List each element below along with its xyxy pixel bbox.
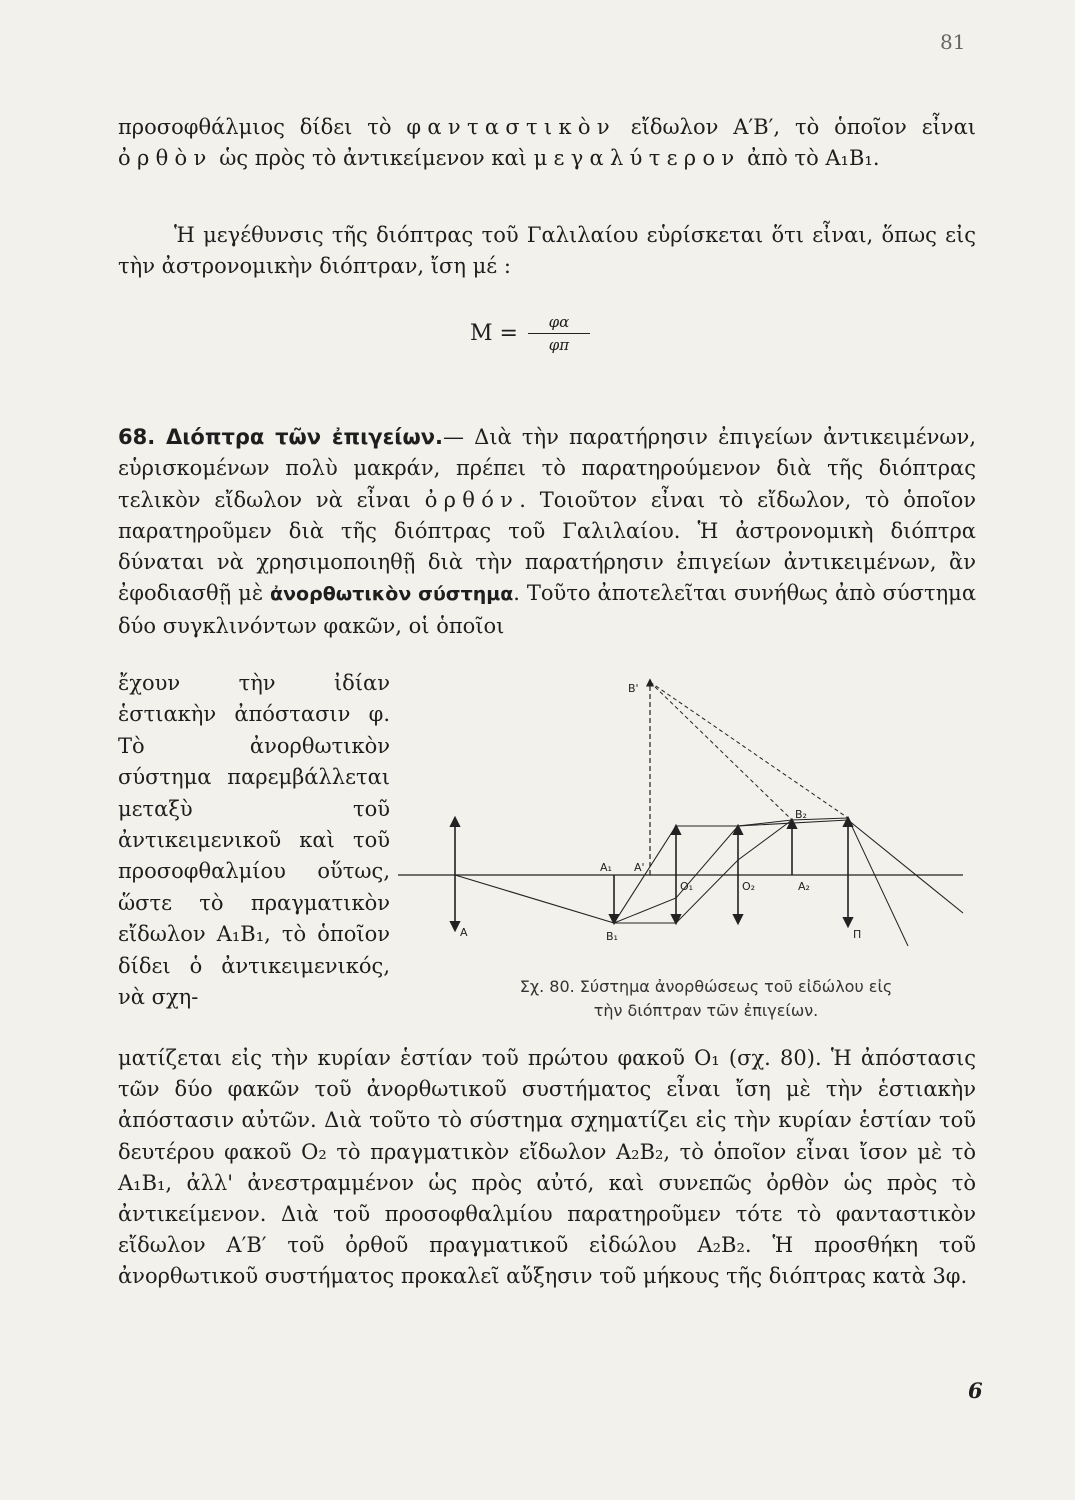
ray-1 <box>455 820 963 923</box>
p1-text-a: προσοφθάλμιος δίδει τὸ <box>118 115 407 139</box>
magnification-formula <box>470 312 590 355</box>
paragraph-4: ματίζεται εἰς τὴν κυρίαν ἑστίαν τοῦ πρώτου φακοῦ O₁ (σχ. 80). Ἡ ἀπόστασις τῶν δύο φακῶν τοῦ ἀνορθωτικοῦ συστήματος εἶναι ἴση μὲ τὴν ἑστιακὴν ἀπόστασιν αὐτῶν. Διὰ τοῦτο τὸ σύστημα σχηματίζει εἰς τὴν κυρίαν ἑστίαν τοῦ δευτέρου φακοῦ O₂ τὸ πραγματικὸν εἴδωλον A₂B₂, τὸ ὁποῖον εἶναι ἴσον μὲ τὸ A₁B₁, ἀλλ' ἀνεστραμμένον ὡς πρὸς αὐτό, καὶ συνεπῶς ὀρθὸν ὡς πρὸς τὸ ἀντικείμενον. Διὰ τοῦ προσοφθαλμίου παρατηροῦμεν τότε τὸ φανταστικὸν εἴδωλον A′B′ τοῦ ὀρθοῦ πραγματικοῦ εἰδώλου A₂B₂. Ἡ προσθήκη τοῦ ἀνορθωτικοῦ συστήματος προκαλεῖ αὔξησιν τοῦ μήκους τῆς διόπτρας κατὰ 3φ. <box>118 1046 976 1289</box>
label-a: A <box>460 926 468 939</box>
erecting-system-diagram <box>388 668 978 958</box>
page-number-bottom: 6 <box>968 1378 983 1403</box>
figure-caption <box>446 975 966 1023</box>
p1-spaced-fantastikon: φανταστικὸν <box>406 115 616 139</box>
formula-denominator: φπ <box>548 336 570 354</box>
caption-line-2: τὴν διόπτραν τῶν ἐπιγείων. <box>593 1001 819 1020</box>
section-heading: 68. Διόπτρα τῶν ἐπιγείων. <box>118 425 444 449</box>
p1-text-c: εἴδωλον A′B′, τὸ ὁποῖον εἶναι <box>615 115 976 139</box>
caption-line-1: Σχ. 80. Σύστημα ἀνορθώσεως τοῦ εἰδώλου εἰς <box>519 977 893 996</box>
label-o2: O₂ <box>742 880 756 893</box>
label-o1: O₁ <box>680 880 694 893</box>
formula-lhs: M = <box>470 321 518 346</box>
left-column-text: ἔχουν τὴν ἰδίαν ἑστιακὴν ἀπόστασιν φ. Τὸ ἀνορθωτικὸν σύστημα παρεμβάλλεται μεταξὺ τοῦ ἀντικειμενικοῦ καὶ τοῦ προσοφθαλμίου οὕτως, ὥστε τὸ πραγματικὸν εἴδωλον A₁B₁, τὸ ὁποῖον δίδει ὁ ἀντικειμενικός, νὰ σχη- <box>118 671 390 1010</box>
paragraph-2: Ἡ μεγέθυνσις τῆς διόπτρας τοῦ Γαλιλαίου εὑρίσκεται ὅτι εἶναι, ὅπως εἰς τὴν ἀστρονομικὴν διόπτραν, ἴση μέ : <box>118 223 976 279</box>
label-b2: B₂ <box>795 808 807 821</box>
p3-text-a: — Διὰ τὴν παρατήρησιν ἐπιγείων ἀντικειμένων, εὑρισκομένων πολὺ μακράν, πρέπει τὸ παρατηρούμενον διὰ τῆς διόπτρας τελικὸν εἴδωλον νὰ εἶναι <box>118 425 976 512</box>
label-b-prime: B' <box>628 682 639 695</box>
label-a-prime: A' <box>634 861 645 874</box>
p1-text-e: ὡς πρὸς τὸ ἀντικείμενον καὶ <box>212 146 534 171</box>
paragraph-3 <box>118 422 976 642</box>
p3-text-c: . Τοιοῦτον εἶναι τὸ εἴδωλον, τὸ ὁποῖον παρατηροῦμεν διὰ τῆς διόπτρας τοῦ Γαλιλαίου. Ἡ ἀστρονομικὴ διόπτρα δύναται νὰ χρησιμοποιηθῇ διὰ τὴν παρατήρησιν ἐπιγείων ἀντικειμένων, ἂν ἐφοδιασθῇ μὲ <box>118 487 976 606</box>
fraction-bar <box>528 333 590 334</box>
p1-text-g: ἀπὸ τὸ A₁B₁. <box>740 146 880 171</box>
p3-text-e: . Τοῦτο ἀποτελεῖται συνήθως ἀπὸ σύστημα δύο συγκλινόντων φακῶν, οἱ ὁποῖοι <box>118 581 976 638</box>
p1-spaced-megalyteron: μεγαλύτερον <box>533 146 741 171</box>
paragraph-1 <box>118 112 976 174</box>
label-b1: B₁ <box>606 930 618 943</box>
label-p: Π <box>853 928 862 941</box>
label-a2: A₂ <box>798 880 810 893</box>
page-number-top: 81 <box>940 30 966 54</box>
p1-spaced-orthon: ὀρθὸν <box>118 146 213 171</box>
ray-dashed-2 <box>650 682 848 818</box>
formula-fraction <box>528 312 590 355</box>
ray-3 <box>614 818 908 946</box>
p3-bold-term: ἀνορθωτικὸν σύστημα <box>270 583 514 606</box>
p3-spaced-orthon: ὀρθόν <box>424 487 520 512</box>
formula-numerator: φα <box>548 313 570 331</box>
label-a1: A₁ <box>600 861 612 874</box>
ray-dashed-1 <box>650 682 792 820</box>
